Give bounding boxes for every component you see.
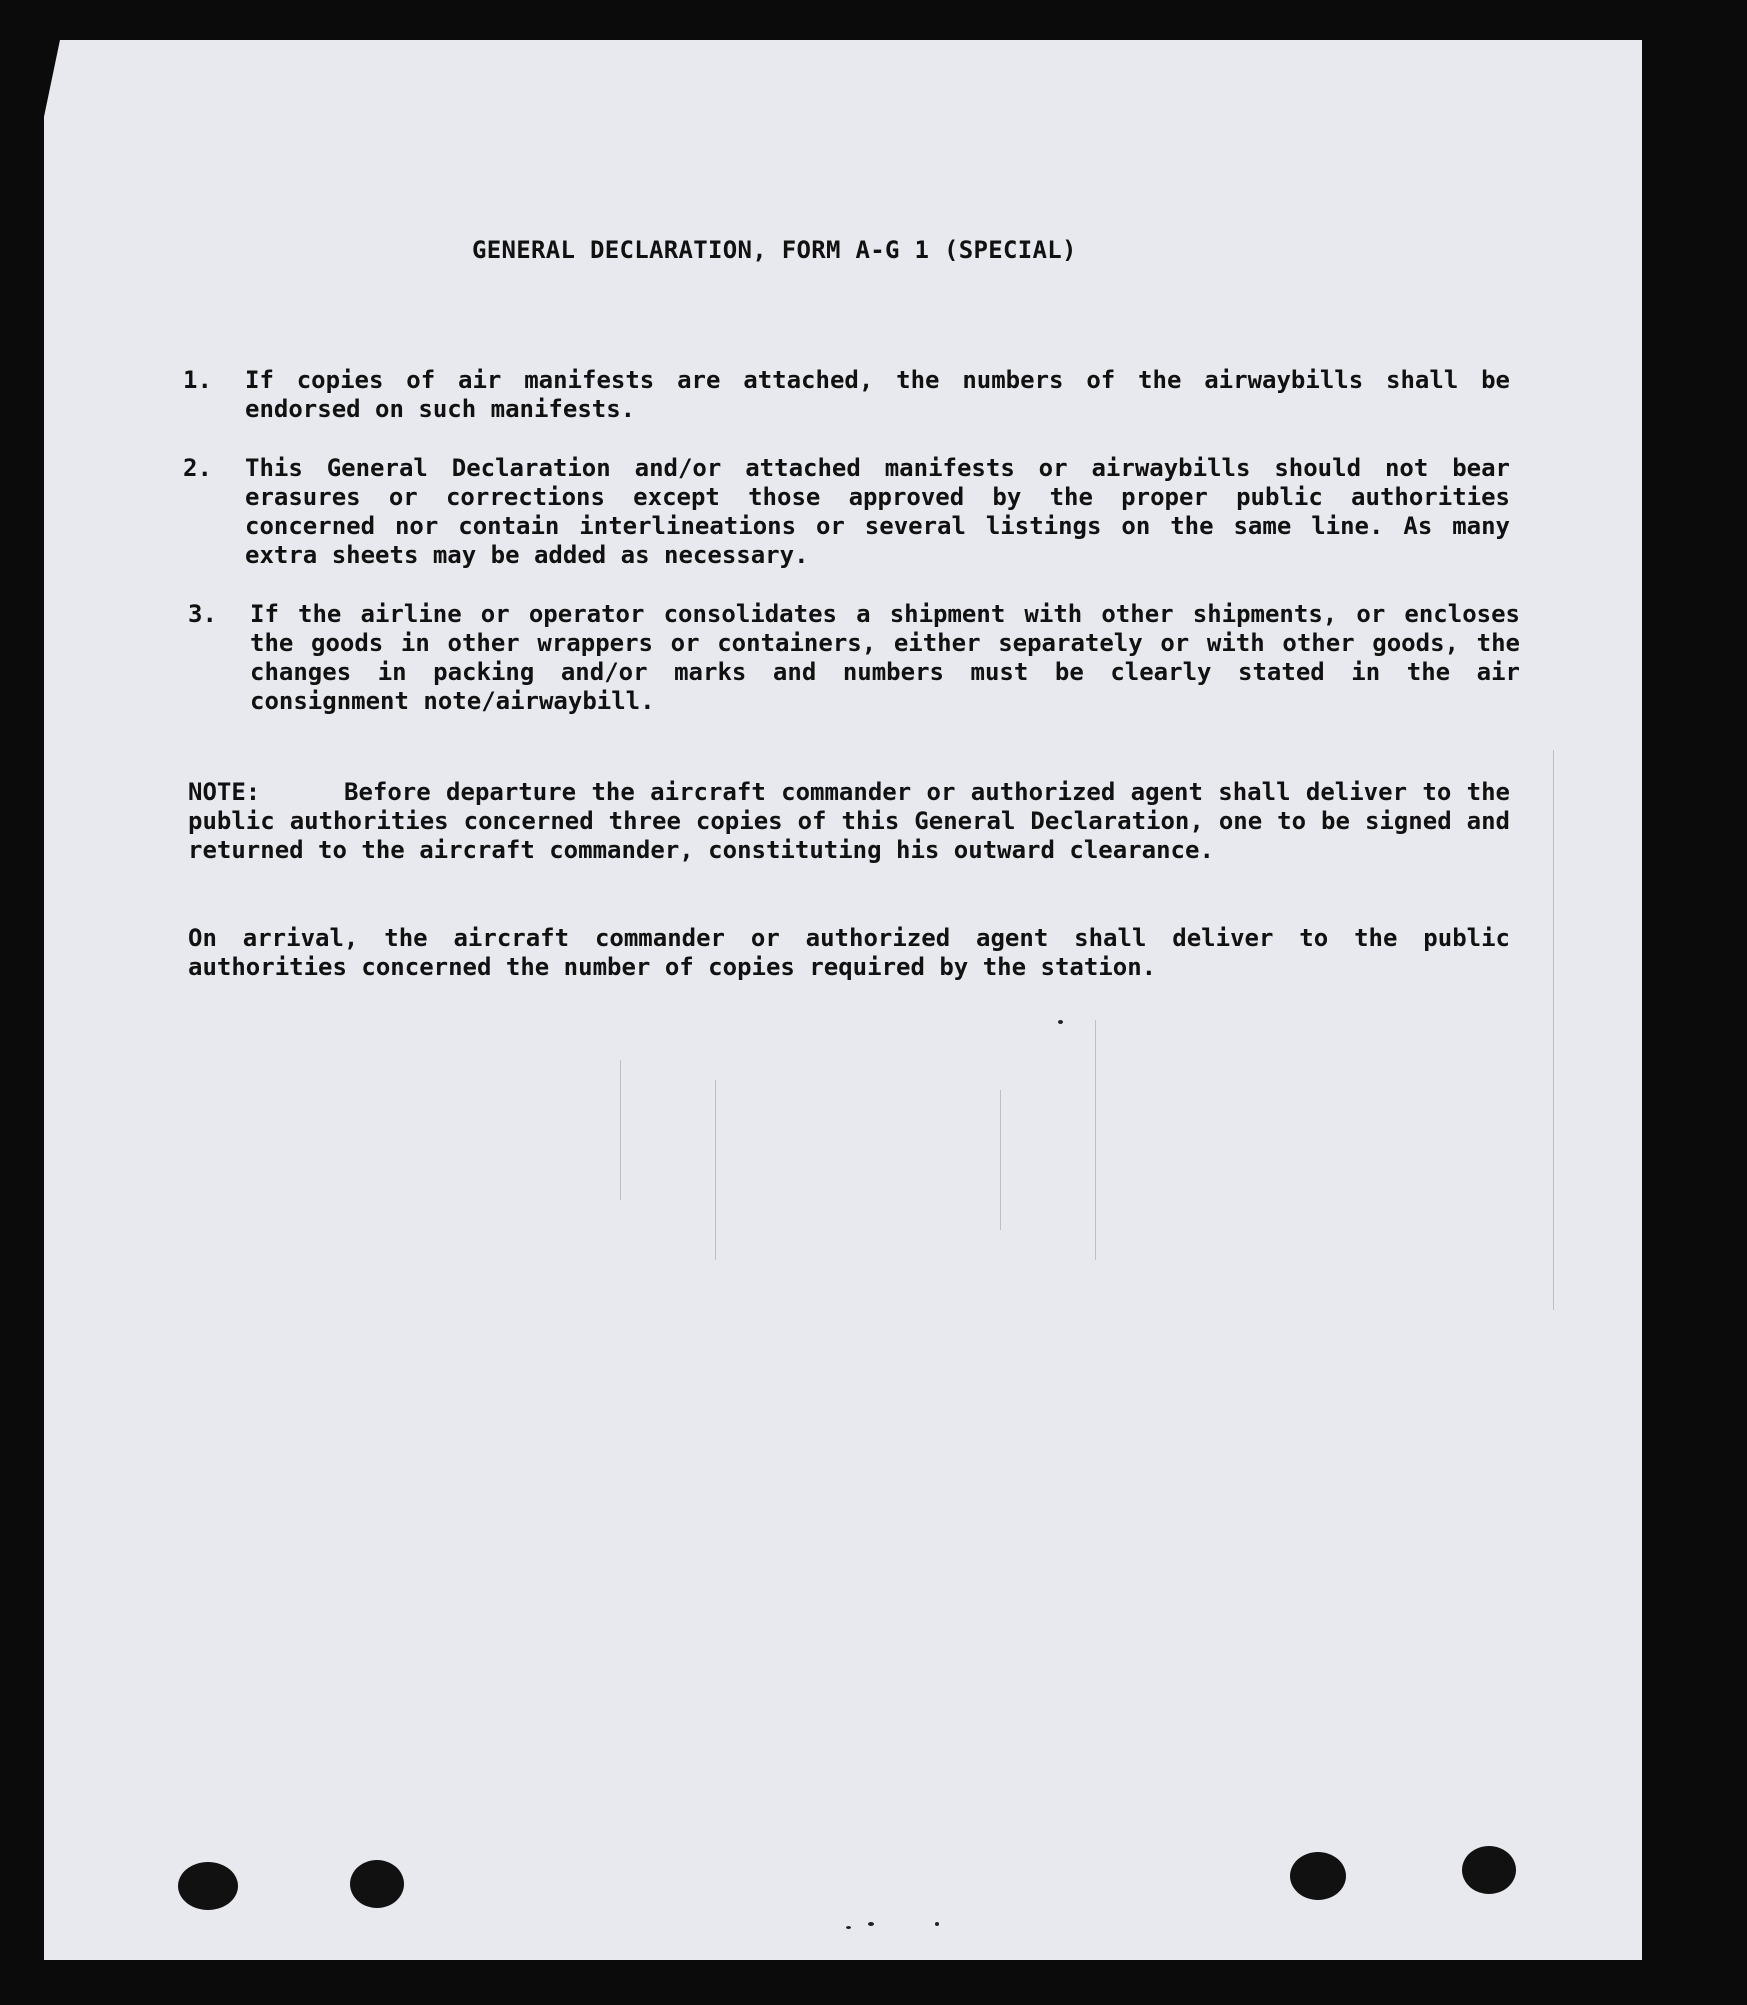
- list-item-number: 2.: [183, 454, 212, 482]
- document-title: GENERAL DECLARATION, FORM A-G 1 (SPECIAL): [472, 236, 1077, 264]
- list-item-number: 3.: [188, 600, 217, 628]
- note-label: NOTE:: [188, 778, 261, 806]
- note-text: Before departure the aircraft commander or authorized agent shall deliver to the public authorities concerned three copies of this General Declaration, one to be signed and returned to the aircraft commander, constituting his outward clearance.: [188, 778, 1510, 864]
- list-item-text: If copies of air manifests are attached, the numbers of the airwaybills shall be endorsed on such manifests.: [245, 366, 1510, 423]
- faint-fold-line: [620, 1060, 621, 1200]
- list-item-3: [188, 600, 1520, 716]
- list-item-text: This General Declaration and/or attached manifests or airwaybills should not bear erasures or corrections except those approved by the proper public authorities concerned nor contain interlineations or several listings on the same line. As many extra sheets may be added as necessary.: [245, 454, 1510, 569]
- punch-hole-icon: [178, 1862, 238, 1910]
- faint-fold-line: [1553, 750, 1554, 1310]
- ink-speck: [935, 1922, 939, 1926]
- ink-speck: [868, 1922, 874, 1926]
- faint-fold-line: [715, 1080, 716, 1260]
- ink-speck: [846, 1926, 851, 1929]
- list-item-text: If the airline or operator consolidates a shipment with other shipments, or encloses the goods in other wrappers or containers, either separately or with other goods, the changes in packing and/or marks and numbers must be clearly stated in the air consignment note/airwaybill.: [250, 600, 1520, 715]
- punch-hole-icon: [1290, 1852, 1346, 1900]
- arrival-paragraph: On arrival, the aircraft commander or authorized agent shall deliver to the public authorities concerned the number of copies required by the station.: [188, 924, 1510, 981]
- faint-fold-line: [1095, 1020, 1096, 1260]
- list-item-1: [183, 366, 1510, 424]
- faint-fold-line: [1000, 1090, 1001, 1230]
- punch-hole-icon: [1462, 1846, 1516, 1894]
- list-item-2: [183, 454, 1510, 570]
- ink-speck: [1058, 1020, 1063, 1024]
- punch-hole-icon: [350, 1860, 404, 1908]
- document-page: [44, 40, 1642, 1960]
- list-item-number: 1.: [183, 366, 212, 394]
- note-paragraph: [188, 778, 1510, 865]
